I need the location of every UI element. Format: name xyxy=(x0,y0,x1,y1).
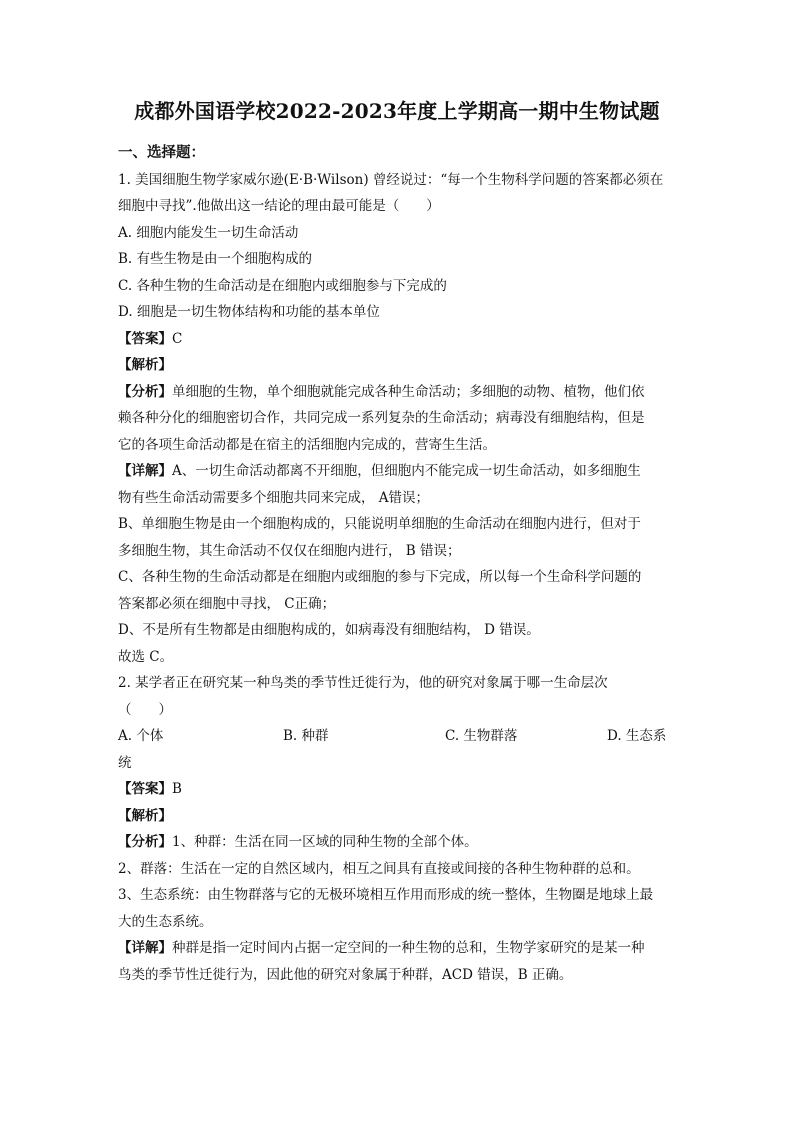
question-stem: 2. 某学者正在研究某一种鸟类的季节性迁徙行为，他的研究对象属于哪一生命层次 xyxy=(118,675,608,691)
answer-value: B xyxy=(172,781,182,797)
option-d: D. 生态系 xyxy=(607,728,667,744)
question-stem: 细胞中寻找”.他做出这一结论的理由最可能是（ ） xyxy=(118,198,440,214)
question-2 xyxy=(118,670,678,988)
fenxi-text: 大的生态系统。 xyxy=(118,913,213,930)
answer-tag: 【答案】 xyxy=(118,781,172,797)
fenxi-line xyxy=(118,829,678,856)
xiangjie-text: C、各种生物的生命活动都是在细胞内或细胞的参与下完成，所以每一个生命科学问题的 xyxy=(118,569,642,585)
option-b: B. 种群 xyxy=(283,728,329,744)
answer-tag: 【答案】 xyxy=(118,330,172,347)
option-c: C. 生物群落 xyxy=(445,728,518,744)
option-a: A. 个体 xyxy=(118,728,164,744)
xiangjie-line xyxy=(118,935,678,962)
page-title: 成都外国语学校2022-2023年度上学期高一期中生物试题 xyxy=(134,99,660,123)
xiangjie-tag: 【详解】 xyxy=(118,940,172,956)
analysis-tag: 【解析】 xyxy=(118,807,172,824)
fenxi-tag: 【分析】 xyxy=(118,834,172,850)
option-b: B. 有些生物是由一个细胞构成的 xyxy=(118,251,313,267)
fenxi-text: 1、种群：生活在同一区域的同种生物的全部个体。 xyxy=(172,834,478,850)
question-1 xyxy=(118,167,678,671)
conclusion-text: 故选 C。 xyxy=(118,648,174,665)
fenxi-text: 3、生态系统：由生物群落与它的无极环境相互作用而形成的统一整体，生物圈是地球上最 xyxy=(118,887,654,903)
option-a: A. 细胞内能发生一切生命活动 xyxy=(118,224,299,241)
analysis-tag: 【解析】 xyxy=(118,357,172,373)
option-d-wrap: 统 xyxy=(118,754,132,771)
document-body xyxy=(118,140,678,988)
xiangjie-text: 多细胞生物，其生命活动不仅仅在细胞内进行， B 错误； xyxy=(118,542,461,559)
xiangjie-text: A、一切生命活动都离不开细胞，但细胞内不能完成一切生命活动，如多细胞生 xyxy=(172,463,641,479)
section-heading: 一、选择题： xyxy=(118,144,205,161)
fenxi-line xyxy=(118,379,678,406)
xiangjie-text: 鸟类的季节性迁徙行为，因此他的研究对象属于种群，ACD 错误，B 正确。 xyxy=(118,966,573,983)
question-stem: 1. 美国细胞生物学家威尔逊(E·B·Wilson) 曾经说过：“每一个生物科学问题的答案都必须在 xyxy=(118,171,664,188)
xiangjie-text: 种群是指一定时间内占据一定空间的一种生物的总和，生物学家研究的是某一种 xyxy=(172,940,645,956)
xiangjie-text: B、单细胞生物是由一个细胞构成的，只能说明单细胞的生命活动在细胞内进行，但对于 xyxy=(118,516,641,532)
option-c: C. 各种生物的生命活动是在细胞内或细胞参与下完成的 xyxy=(118,277,447,294)
xiangjie-text: 物有些生命活动需要多个细胞共同来完成， A错误； xyxy=(118,489,430,506)
option-d: D. 细胞是一切生物体结构和功能的基本单位 xyxy=(118,304,380,320)
fenxi-text: 2、群落：生活在一定的自然区域内，相互之间具有直接或间接的各种生物种群的总和。 xyxy=(118,860,640,877)
fenxi-tag: 【分析】 xyxy=(118,383,172,400)
options-row xyxy=(118,723,678,750)
xiangjie-line xyxy=(118,458,678,485)
xiangjie-text: D、不是所有生物都是由细胞构成的，如病毒没有细胞结构， D 错误。 xyxy=(118,622,540,638)
fenxi-text: 赖各种分化的细胞密切合作，共同完成一系列复杂的生命活动；病毒没有细胞结构，但是 xyxy=(118,410,645,426)
xiangjie-text: 答案都必须在细胞中寻找， C正确； xyxy=(118,595,336,612)
answer-value: C xyxy=(172,330,183,347)
answer-line xyxy=(118,776,678,803)
answer-line xyxy=(118,326,678,353)
question-stem: （ ） xyxy=(118,701,172,718)
fenxi-text: 单细胞的生物，单个细胞就能完成各种生命活动；多细胞的动物、植物，他们依 xyxy=(172,383,645,400)
xiangjie-tag: 【详解】 xyxy=(118,463,172,479)
fenxi-text: 它的各项生命活动都是在宿主的活细胞内完成的，营寄生生活。 xyxy=(118,436,496,453)
